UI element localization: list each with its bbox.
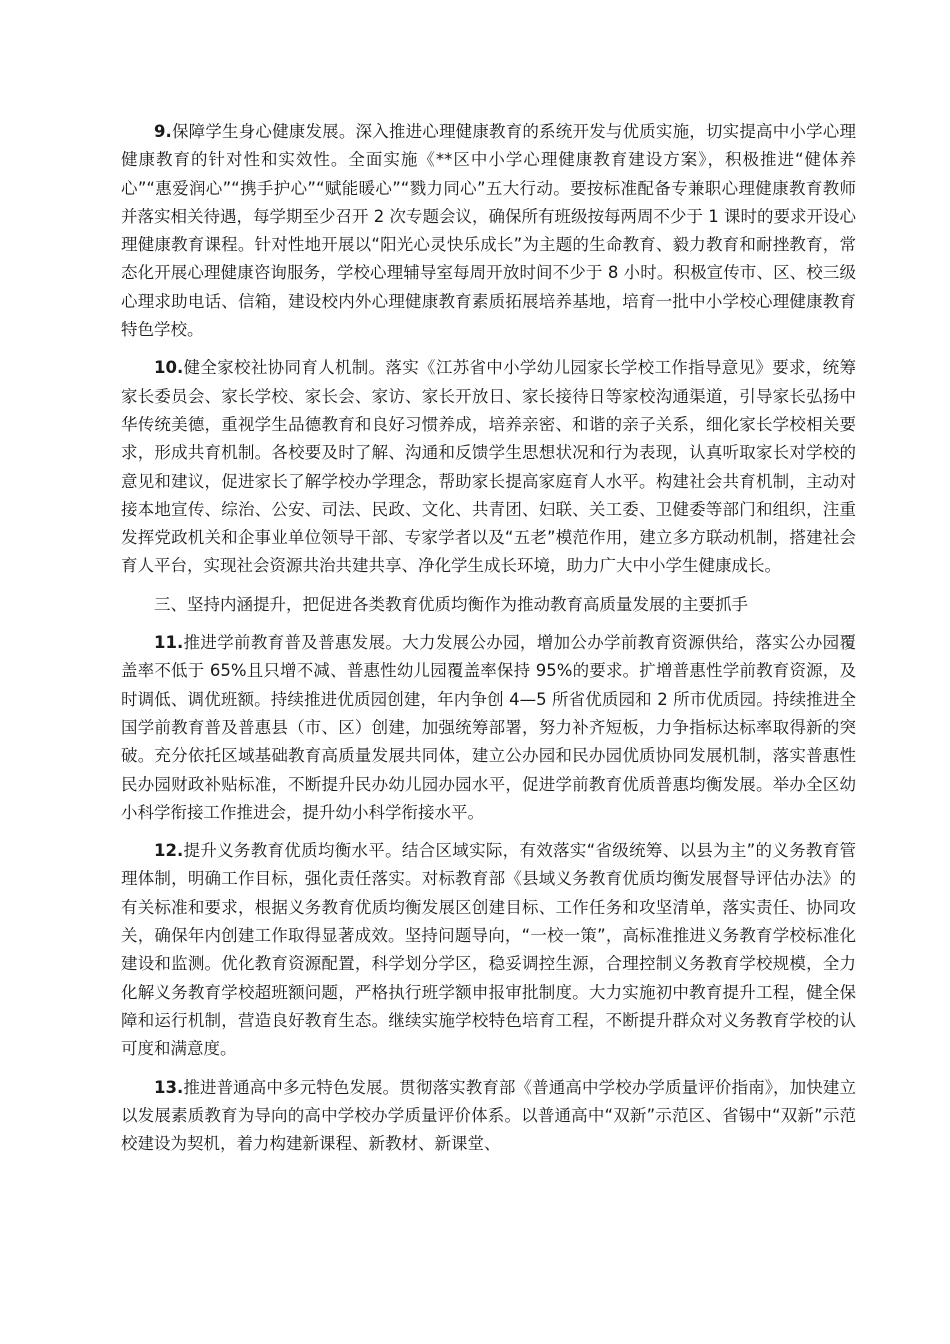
paragraph-text: 健全家校社协同育人机制。落实《江苏省中小学幼儿园家长学校工作指导意见》要求，统筹家长委员会、家长学校、家长会、家访、家长开放日、家长接待日等家校沟通渠道，引导家长弘扬中华传统美德，重视学生品德教育和良好习惯养成，培养亲密、和谐的亲子关系，细化家长学校相关要求，形成共育机制。各校要及时了解、沟通和反馈学生思想状况和行为表现，认真听取家长对学校的意见和建议，促进家长了解学校办学理念，帮助家长提高家庭育人水平。构建社会共育机制，主动对接本地宣传、综治、公安、司法、民政、文化、共青团、妇联、关工委、卫健委等部门和组织，注重发挥党政机关和企事业单位领导干部、专家学者以及“五老”模范作用，建立多方联动机制，搭建社会育人平台，实现社会资源共治共建共享、净化学生成长环境，助力广大中小学生健康成长。 <box>121 358 856 576</box>
paragraph-number: 11. <box>154 633 184 653</box>
paragraph-text: 推进普通高中多元特色发展。贯彻落实教育部《普通高中学校办学质量评价指南》，加快建立以发展素质教育为导向的高中学校办学质量评价体系。以普通高中“双新”示范区、省锡中“双新”示范校建设为契机，着力构建新课程、新教材、新课堂、 <box>121 1077 856 1154</box>
section-heading-3: 三、坚持内涵提升，把促进各类教育优质均衡作为推动教育高质量发展的主要抓手 <box>154 594 748 614</box>
paragraph-number: 12. <box>154 841 184 861</box>
paragraph-number: 9. <box>154 122 172 141</box>
paragraph-13 <box>121 1074 856 1159</box>
document-page <box>121 118 856 1168</box>
paragraph-9 <box>121 118 856 344</box>
paragraph-text: 保障学生身心健康发展。深入推进心理健康教育的系统开发与优质实施，切实提高中小学心理健康教育的针对性和实效性。全面实施《**区中小学心理健康教育建设方案》，积极推进“健体养心”“惠爱润心”“携手护心”“赋能暖心”“戮力同心”五大行动。要按标准配备专兼职心理健康教育教师并落实相关待遇，每学期至少召开 2 次专题会议，确保所有班级按每两周不少于 1 课时的要求开设心理健康教育课程。针对性地开展以“阳光心灵快乐成长”为主题的生命教育、毅力教育和耐挫教育，常态化开展心理健康咨询服务，学校心理辅导室每周开放时间不少于 8 小时。积极宣传市、区、校三级心理求助电话、信箱，建设校内外心理健康教育素质拓展培养基地，培育一批中小学校心理健康教育特色学校。 <box>121 122 856 340</box>
paragraph-text: 提升义务教育优质均衡水平。结合区域实际，有效落实“省级统筹、以县为主”的义务教育管理体制，明确工作目标，强化责任落实。对标教育部《县域义务教育优质均衡发展督导评估办法》的有关标准和要求，根据义务教育优质均衡发展区创建目标、工作任务和攻坚清单，落实责任、协同攻关，确保年内创建工作取得显著成效。坚持问题导向，“一校一策”，高标准推进义务教育学校标准化建设和监测。优化教育资源配置，科学划分学区，稳妥调控生源，合理控制义务教育学校规模，全力化解义务教育学校超班额问题，严格执行班学额申报审批制度。大力实施初中教育提升工程，健全保障和运行机制，营造良好教育生态。继续实施学校特色培育工程，不断提升群众对义务教育学校的认可度和满意度。 <box>121 841 856 1059</box>
paragraph-number: 13. <box>154 1077 184 1097</box>
paragraph-number: 10. <box>154 358 184 378</box>
paragraph-text: 推进学前教育普及普惠发展。大力发展公办园，增加公办学前教育资源供给，落实公办园覆盖率不低于 65%且只增不减、普惠性幼儿园覆盖率保持 95%的要求。扩增普惠性学前教育资源，及时调低、调优班额。持续推进优质园创建，年内争创 4—5 所省优质园和 2 所市优质园。持续推进全国学前教育普及普惠县（市、区）创建，加强统筹部署，努力补齐短板，力争指标达标率取得新的突破。充分依托区域基础教育高质量发展共同体，建立公办园和民办园优质协同发展机制，落实普惠性民办园财政补贴标准，不断提升民办幼儿园办园水平，促进学前教育优质普惠均衡发展。举办全区幼小科学衔接工作推进会，提升幼小科学衔接水平。 <box>121 633 856 822</box>
paragraph-12 <box>121 837 856 1063</box>
paragraph-11 <box>121 629 856 827</box>
paragraph-10 <box>121 354 856 580</box>
